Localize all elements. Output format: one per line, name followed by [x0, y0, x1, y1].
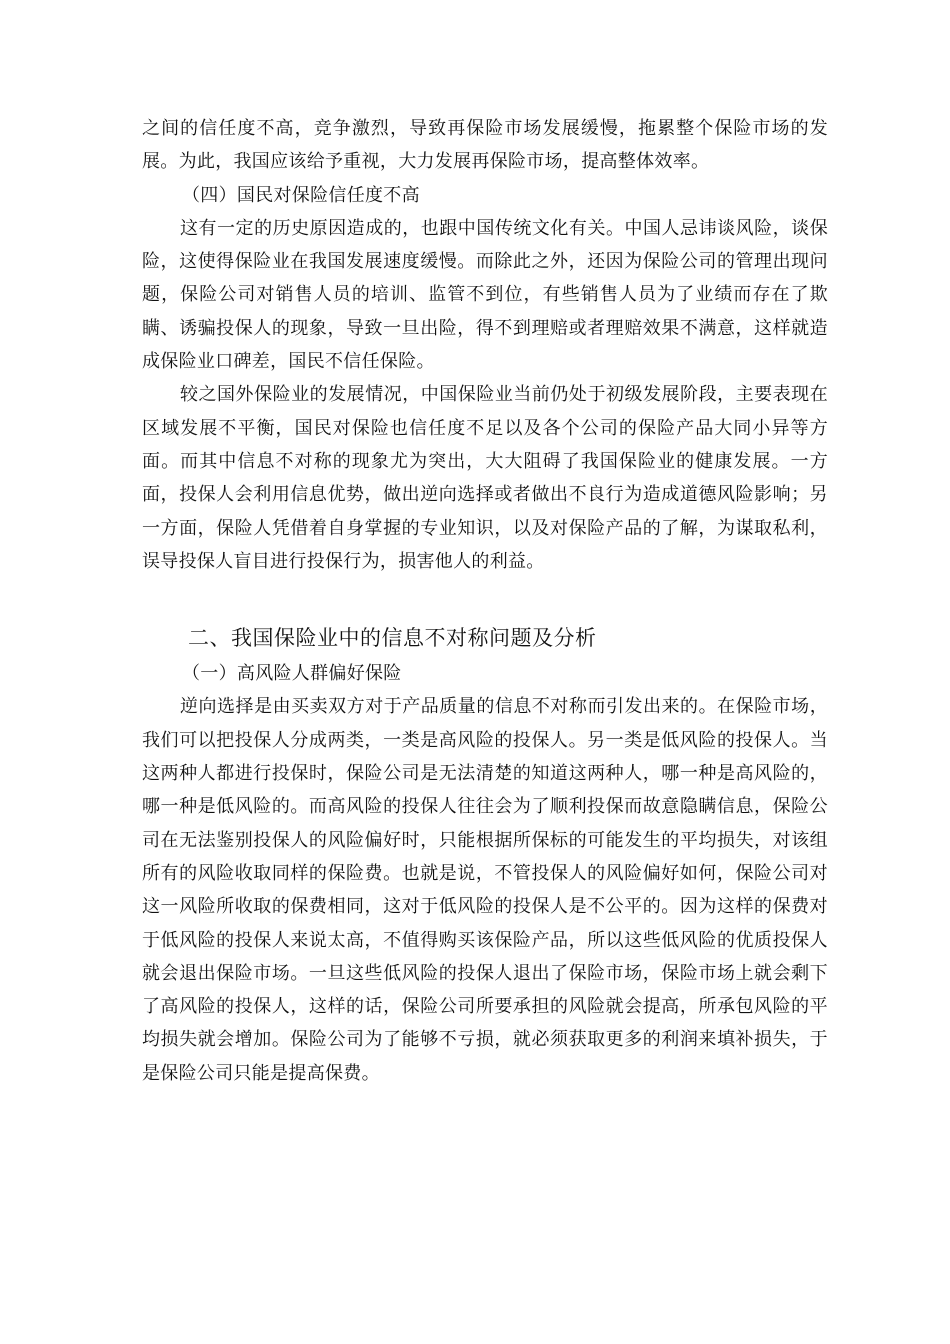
- subheading-high-risk-preference: （一）高风险人群偏好保险: [182, 663, 402, 685]
- paragraph-continued: 之间的信任度不高，竞争激烈，导致再保险市场发展缓慢，拖累整个保险市场的发展。为此，我国应该给予重视，大力发展再保险市场，提高整体效率。: [142, 118, 828, 173]
- subheading-distrust-of-insurance: （四）国民对保险信任度不高: [182, 184, 420, 206]
- paragraph-history-culture: 这有一定的历史原因造成的，也跟中国传统文化有关。中国人忌讳谈风险，谈保险，这使得保险业在我国发展速度缓慢。而除此之外，还因为保险公司的管理出现问题，保险公司对销售人员的培训、监管不到位，有些销售人员为了业绩而存在了欺瞒、诱骗投保人的现象，导致一旦出险，得不到理赔或者理赔效果不满意，这样就造成保险业口碑差，国民不信任保险。: [142, 217, 828, 373]
- document-body: [142, 112, 828, 1090]
- paragraph-adverse-selection: 逆向选择是由买卖双方对于产品质量的信息不对称而引发出来的。在保险市场，我们可以把投保人分成两类，一类是高风险的投保人。另一类是低风险的投保人。当这两种人都进行投保时，保险公司是无法清楚的知道这两种人，哪一种是高风险的，哪一种是低风险的。而高风险的投保人往往会为了顺利投保而故意隐瞒信息，保险公司在无法鉴别投保人的风险偏好时，只能根据所保标的可能发生的平均损失，对该组所有的风险收取同样的保险费。也就是说，不管投保人的风险偏好如何，保险公司对这一风险所收取的保费相同，这对于低风险的投保人是不公平的。因为这样的保费对于低风险的投保人来说太高，不值得购买该保险产品，所以这些低风险的优质投保人就会退出保险市场。一旦这些低风险的投保人退出了保险市场，保险市场上就会剩下了高风险的投保人，这样的话，保险公司所要承担的风险就会提高，所承包风险的平均损失就会增加。保险公司为了能够不亏损，就必须获取更多的利润来填补损失，于是保险公司只能是提高保费。: [142, 696, 828, 1084]
- section-heading-information-asymmetry: 二、我国保险业中的信息不对称问题及分析: [188, 626, 597, 651]
- paragraph-comparison-abroad: 较之国外保险业的发展情况，中国保险业当前仍处于初级发展阶段，主要表现在区域发展不平衡，国民对保险也信任度不足以及各个公司的保险产品大同小异等方面。而其中信息不对称的现象尤为突出，大大阻碍了我国保险业的健康发展。一方面，投保人会利用信息优势，做出逆向选择或者做出不良行为造成道德风险影响；另一方面，保险人凭借着自身掌握的专业知识，以及对保险产品的了解，为谋取私利，误导投保人盲目进行投保行为，损害他人的利益。: [142, 384, 828, 572]
